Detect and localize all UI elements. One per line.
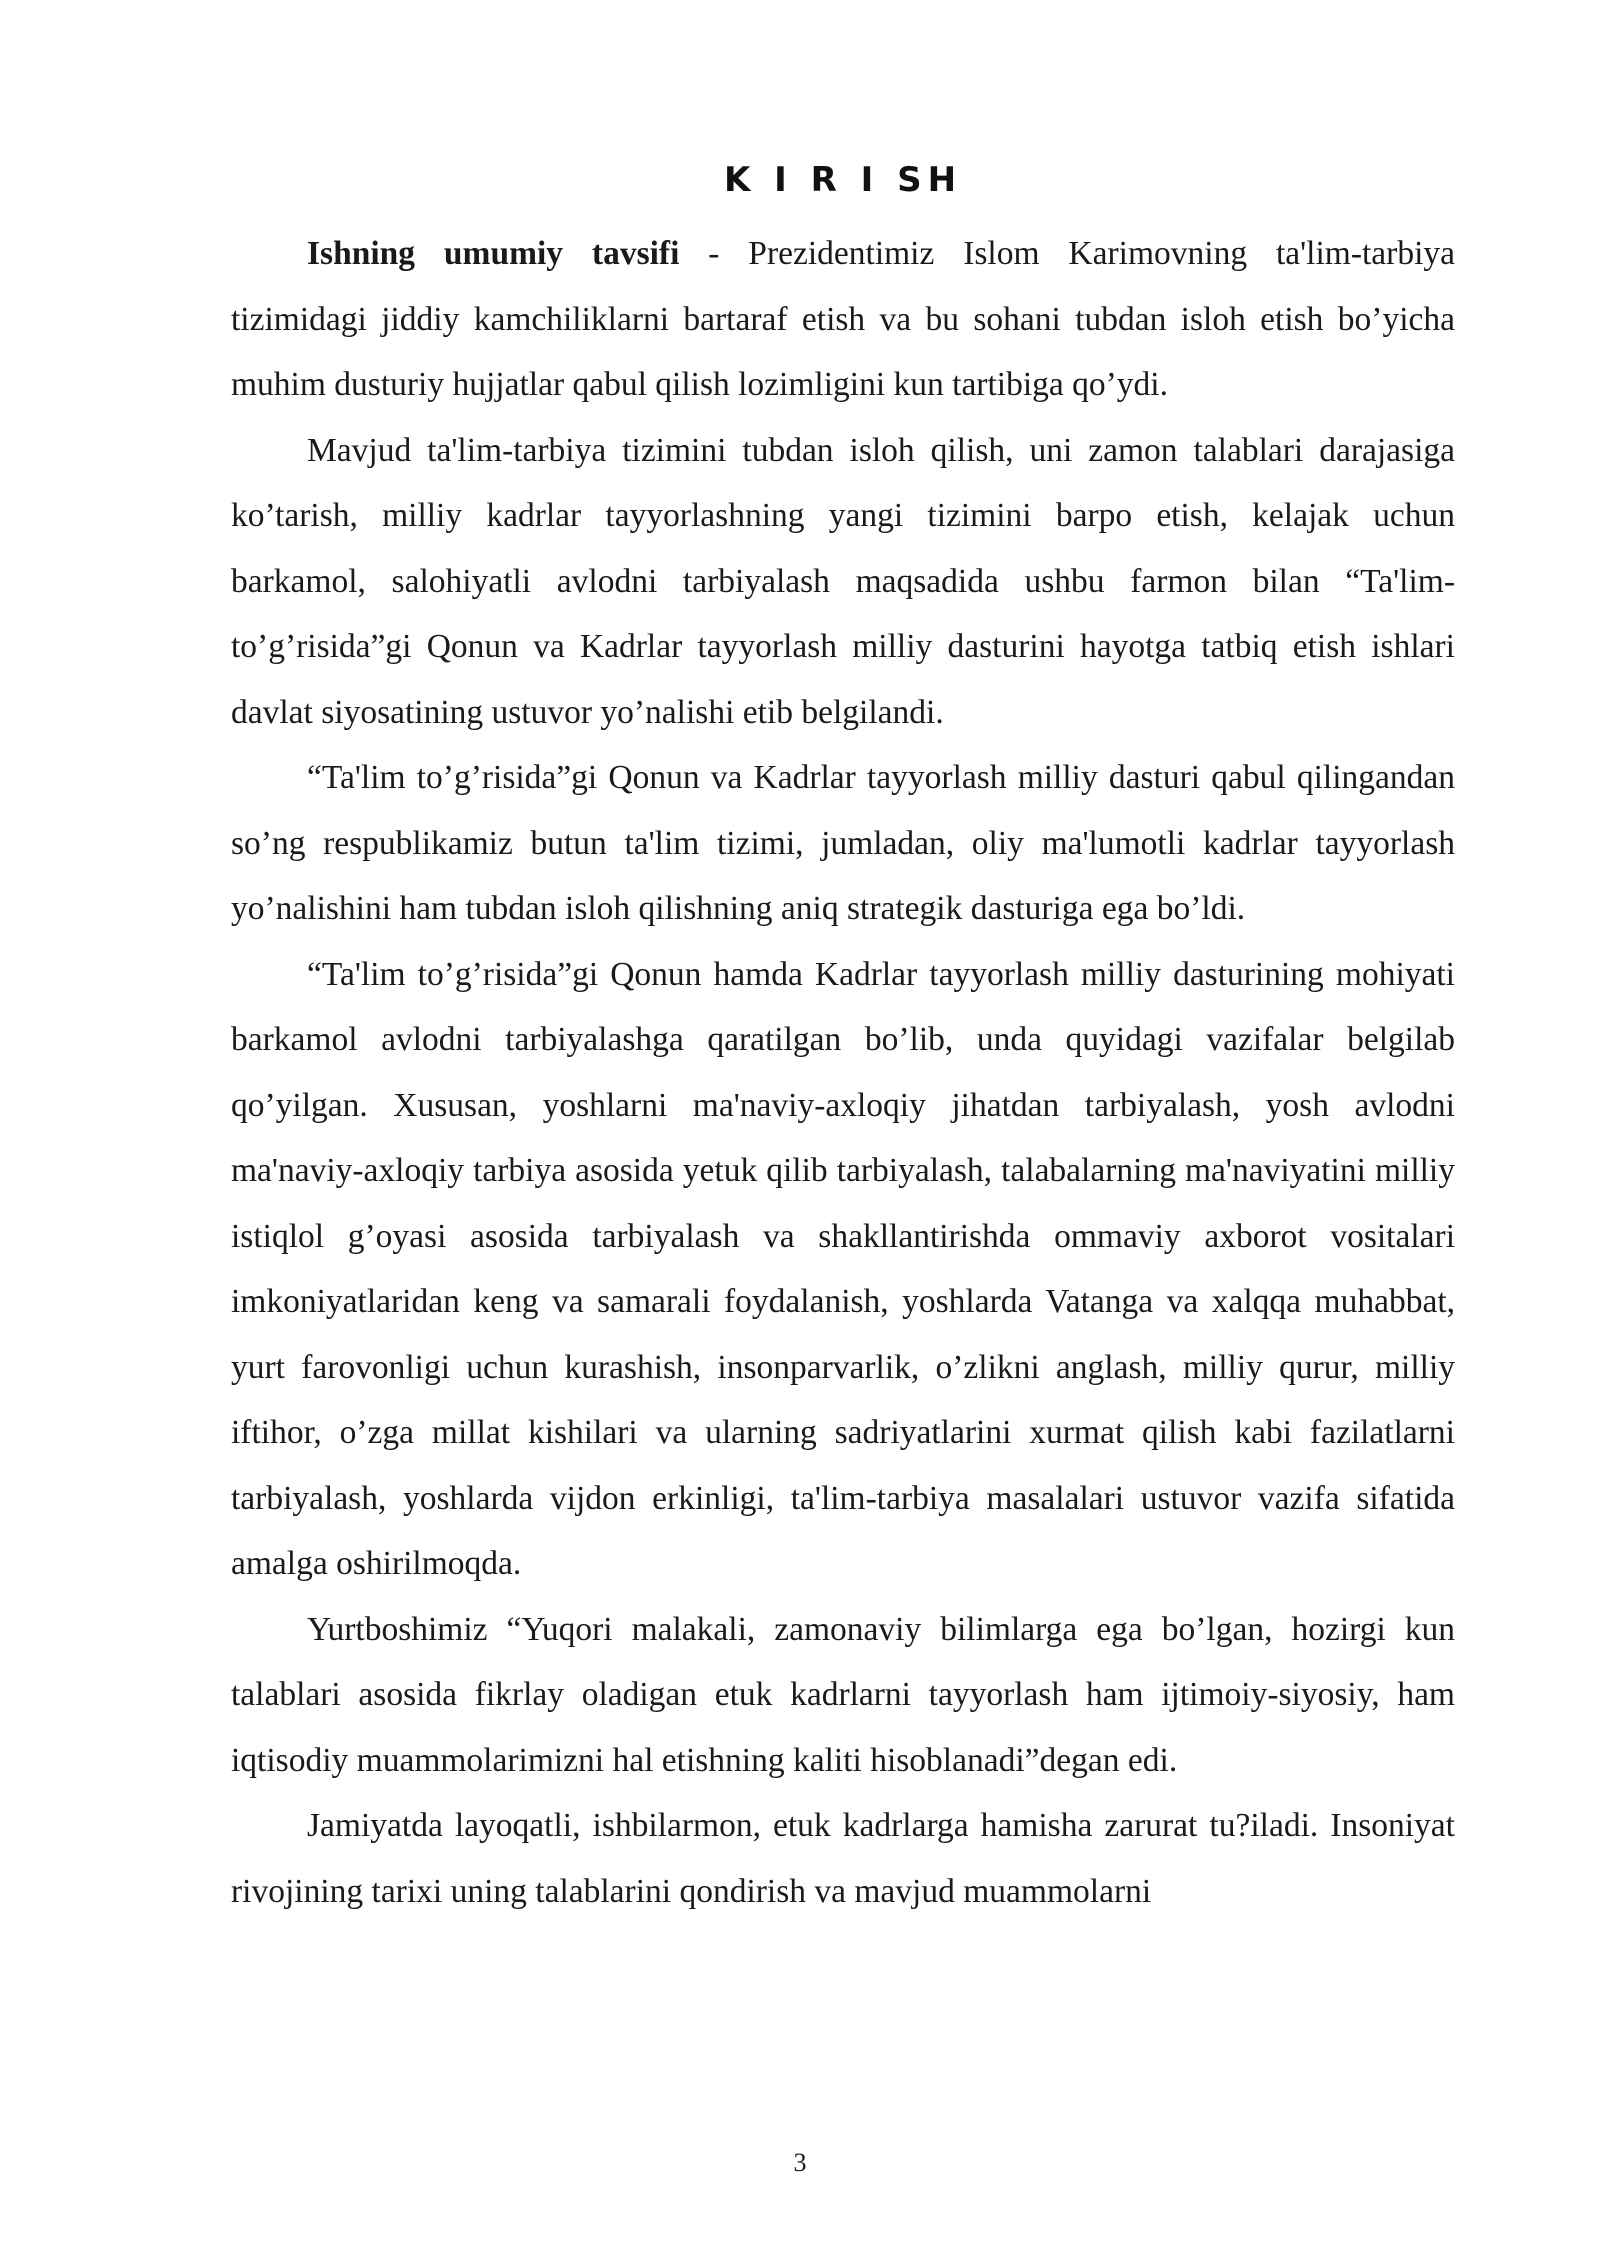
page-heading: K I R I SH [723, 160, 963, 200]
paragraph-5: Yurtboshimiz “Yuqori malakali, zamonaviy bilimlarga ega bo’lgan, hozirgi kun talablari asosida fikrlay oladigan etuk kadrlarni tayyorlash ham ijtimoiy-siyosiy, ham iqtisodiy muammolarimizni hal etishning kaliti hisoblanadi”degan edi. [231, 1610, 1455, 1779]
paragraph-6: Jamiyatda layoqatli, ishbilarmon, etuk kadrlarga hamisha zarurat tu?iladi. Insoniyat rivojining tarixi uning talablarini qondirish va mavjud muammolarni [231, 1807, 1455, 1910]
page-number: 3 [793, 2148, 807, 2177]
paragraph-text: - Prezidentimiz Islom Karimovning ta'lim-tarbiya tizimidagi jiddiy kamchiliklarni bartaraf etish va bu sohani tubdan isloh etish bo’yicha muhim dusturiy hujjatlar qabul qilish lozimligini kun tartibiga qo’ydi. [231, 235, 1455, 403]
paragraph-3: “Ta'lim to’g’risida”gi Qonun va Kadrlar tayyorlash milliy dasturi qabul qilingandan so’ng respublikamiz butun ta'lim tizimi, jumladan, oliy ma'lumotli kadrlar tayyorlash yo’nalishini ham tubdan isloh qilishning aniq strategik dasturiga ega bo’ldi. [231, 759, 1455, 927]
paragraph-lead-bold: Ishning umumiy tavsifi [307, 235, 680, 272]
paragraph-4: “Ta'lim to’g’risida”gi Qonun hamda Kadrlar tayyorlash milliy dasturining mohiyati barkamol avlodni tarbiyalashga qaratilgan bo’lib, unda quyidagi vazifalar belgilab qo’yilgan. Xususan, yoshlarni ma'naviy-axloqiy jihatdan tarbiyalash, yosh avlodni ma'naviy-axloqiy tarbiya asosida yetuk qilib tarbiyalash, talabalarning ma'naviyatini milliy istiqlol g’oyasi asosida tarbiyalash va shakllantirishda ommaviy axborot vositalari imkoniyatlaridan keng va samarali foydalanish, yoshlarda Vatanga va xalqqa muhabbat, yurt farovonligi uchun kurashish, insonparvarlik, o’zlikni anglash, milliy qurur, milliy iftihor, o’zga millat kishilari va ularning sadriyatlarini xurmat qilish kabi fazilatlarni tarbiyalash, yoshlarda vijdon erkinligi, ta'lim-tarbiya masalalari ustuvor vazifa sifatida amalga oshirilmoqda. [231, 955, 1455, 1582]
paragraph-1 [231, 221, 1455, 418]
body-text [231, 221, 1455, 1924]
paragraph-2: Mavjud ta'lim-tarbiya tizimini tubdan isloh qilish, uni zamon talablari darajasiga ko’tarish, milliy kadrlar tayyorlashning yangi tizimini barpo etish, kelajak uchun barkamol, salohiyatli avlodni tarbiyalash maqsadida ushbu farmon bilan “Ta'lim-to’g’risida”gi Qonun va Kadrlar tayyorlash milliy dasturini hayotga tatbiq etish ishlari davlat siyosatining ustuvor yo’nalishi etib belgilandi. [231, 431, 1455, 731]
